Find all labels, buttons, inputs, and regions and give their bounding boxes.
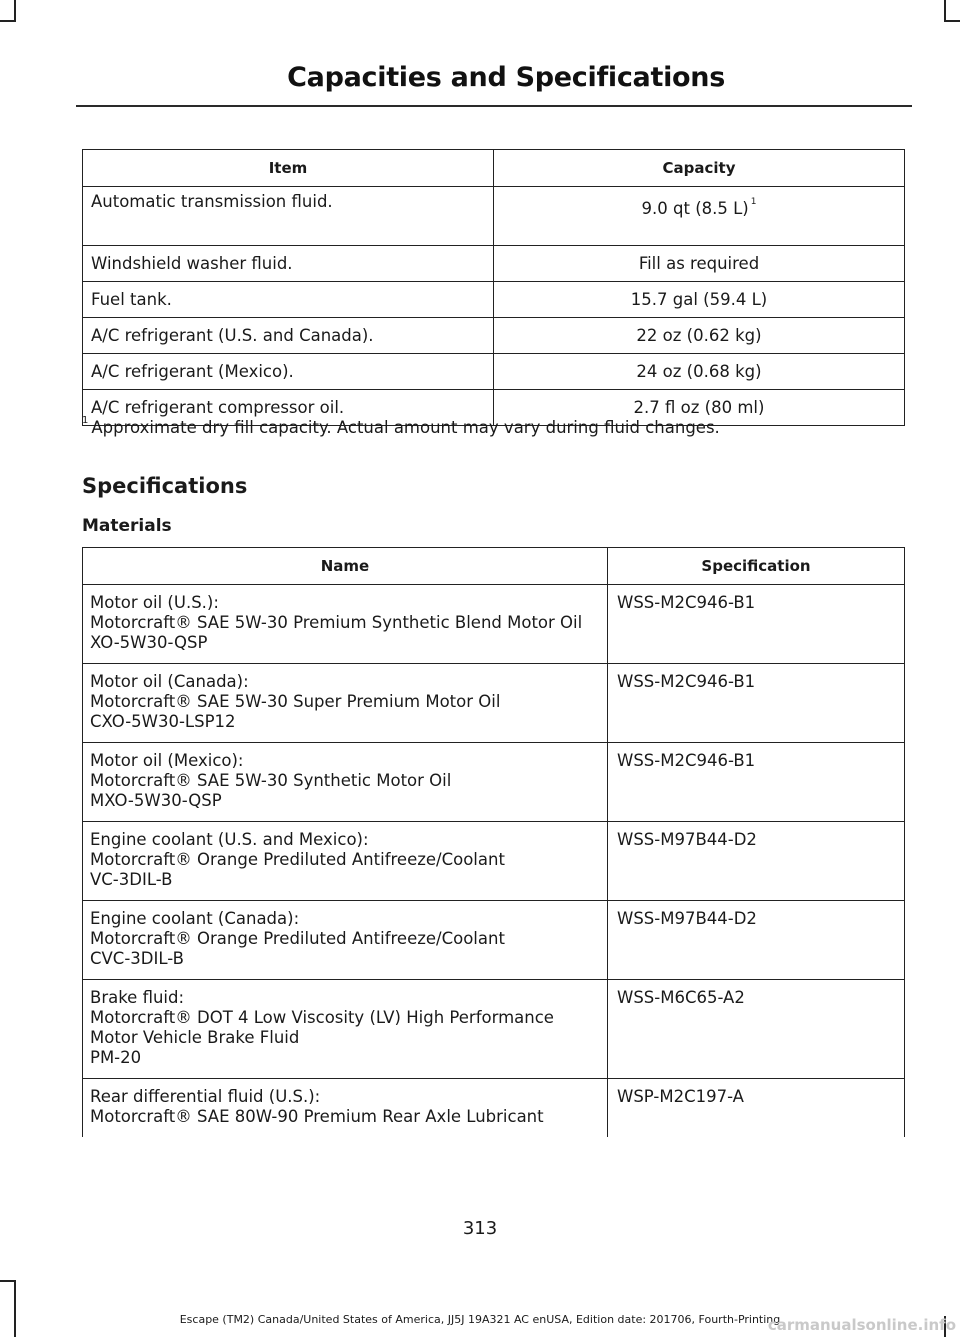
name-line: Motorcraft® SAE 5W-30 Super Premium Motor Oil [90, 692, 501, 711]
capacity-value: 9.0 qt (8.5 L) [641, 199, 749, 218]
capacity-cell [494, 187, 905, 246]
name-line: PM-20 [90, 1048, 142, 1067]
specification-cell: WSS-M97B44-D2 [608, 822, 905, 901]
table-row [83, 822, 905, 901]
crop-mark [0, 1280, 16, 1282]
table-row [83, 187, 905, 246]
column-header-name: Name [83, 548, 608, 585]
column-header-item: Item [83, 150, 494, 187]
capacity-cell: 15.7 gal (59.4 L) [494, 282, 905, 318]
crop-mark [0, 20, 16, 22]
table-row [83, 585, 905, 664]
table-row [83, 743, 905, 822]
name-cell [83, 585, 608, 664]
name-line: Motor oil (U.S.): [90, 593, 219, 612]
subsection-heading: Materials [82, 516, 172, 536]
capacity-cell: 22 oz (0.62 kg) [494, 318, 905, 354]
table-row [83, 354, 905, 390]
crop-mark [944, 20, 960, 22]
crop-mark [14, 1280, 16, 1337]
crop-mark [944, 0, 946, 22]
name-line: Motorcraft® SAE 80W-90 Premium Rear Axle Lubricant [90, 1107, 544, 1126]
specification-cell: WSS-M6C65-A2 [608, 980, 905, 1079]
name-line: CXO-5W30-LSP12 [90, 712, 236, 731]
name-line: Motorcraft® SAE 5W-30 Premium Synthetic Blend Motor Oil [90, 613, 583, 632]
item-cell: A/C refrigerant (Mexico). [83, 354, 494, 390]
name-line: Rear differential fluid (U.S.): [90, 1087, 321, 1106]
section-heading: Specifications [82, 474, 248, 498]
footnote-marker: 1 [750, 197, 757, 207]
name-line: Brake fluid: [90, 988, 185, 1007]
specification-cell: WSS-M97B44-D2 [608, 901, 905, 980]
name-cell [83, 822, 608, 901]
page-title: Capacities and Specifications [287, 62, 725, 93]
name-line: Motor oil (Canada): [90, 672, 249, 691]
table-row [83, 318, 905, 354]
item-cell: Automatic transmission fluid. [83, 187, 494, 246]
capacity-cell: 24 oz (0.68 kg) [494, 354, 905, 390]
page-number: 313 [462, 1218, 498, 1239]
name-cell [83, 664, 608, 743]
specification-cell: WSS-M2C946-B1 [608, 664, 905, 743]
column-header-specification: Specification [608, 548, 905, 585]
name-line: Motor oil (Mexico): [90, 751, 244, 770]
name-line: Engine coolant (Canada): [90, 909, 300, 928]
name-line: Motorcraft® Orange Prediluted Antifreeze/Coolant [90, 929, 505, 948]
name-cell [83, 901, 608, 980]
table-row [83, 246, 905, 282]
title-rule [76, 105, 912, 107]
capacity-cell: 2.7 fl oz (80 ml) [494, 390, 905, 426]
table-row [83, 282, 905, 318]
item-cell: Fuel tank. [83, 282, 494, 318]
item-cell: A/C refrigerant (U.S. and Canada). [83, 318, 494, 354]
item-cell: A/C refrigerant compressor oil. [83, 390, 494, 426]
name-line: Motorcraft® DOT 4 Low Viscosity (LV) High Performance Motor Vehicle Brake Fluid [90, 1008, 554, 1047]
table-row [83, 901, 905, 980]
edition-line: Escape (TM2) Canada/United States of America, JJ5J 19A321 AC enUSA, Edition date: 201706, Fourth-Printing [179, 1313, 781, 1326]
item-cell: Windshield washer fluid. [83, 246, 494, 282]
materials-table [82, 547, 905, 1137]
table-header-row [83, 150, 905, 187]
name-line: XO-5W30-QSP [90, 633, 208, 652]
name-line: VC-3DIL-B [90, 870, 173, 889]
column-header-capacity: Capacity [494, 150, 905, 187]
name-cell [83, 1079, 608, 1138]
table-row [83, 980, 905, 1079]
watermark: carmanualsonline.info [767, 1316, 956, 1334]
footnote-number: 1 [82, 415, 89, 426]
specification-cell: WSS-M2C946-B1 [608, 743, 905, 822]
name-line: Engine coolant (U.S. and Mexico): [90, 830, 369, 849]
name-line: MXO-5W30-QSP [90, 791, 222, 810]
crop-mark [14, 0, 16, 22]
table-row [83, 1079, 905, 1138]
name-line: CVC-3DIL-B [90, 949, 184, 968]
capacities-table [82, 149, 905, 426]
table-header-row [83, 548, 905, 585]
footnote-text: Approximate dry fill capacity. Actual amount may vary during fluid changes. [91, 418, 720, 437]
capacity-cell: Fill as required [494, 246, 905, 282]
specification-cell: WSP-M2C197-A [608, 1079, 905, 1138]
name-line: Motorcraft® SAE 5W-30 Synthetic Motor Oil [90, 771, 452, 790]
specification-cell: WSS-M2C946-B1 [608, 585, 905, 664]
footnote [82, 415, 720, 437]
name-cell [83, 743, 608, 822]
name-cell [83, 980, 608, 1079]
name-line: Motorcraft® Orange Prediluted Antifreeze/Coolant [90, 850, 505, 869]
table-row [83, 664, 905, 743]
